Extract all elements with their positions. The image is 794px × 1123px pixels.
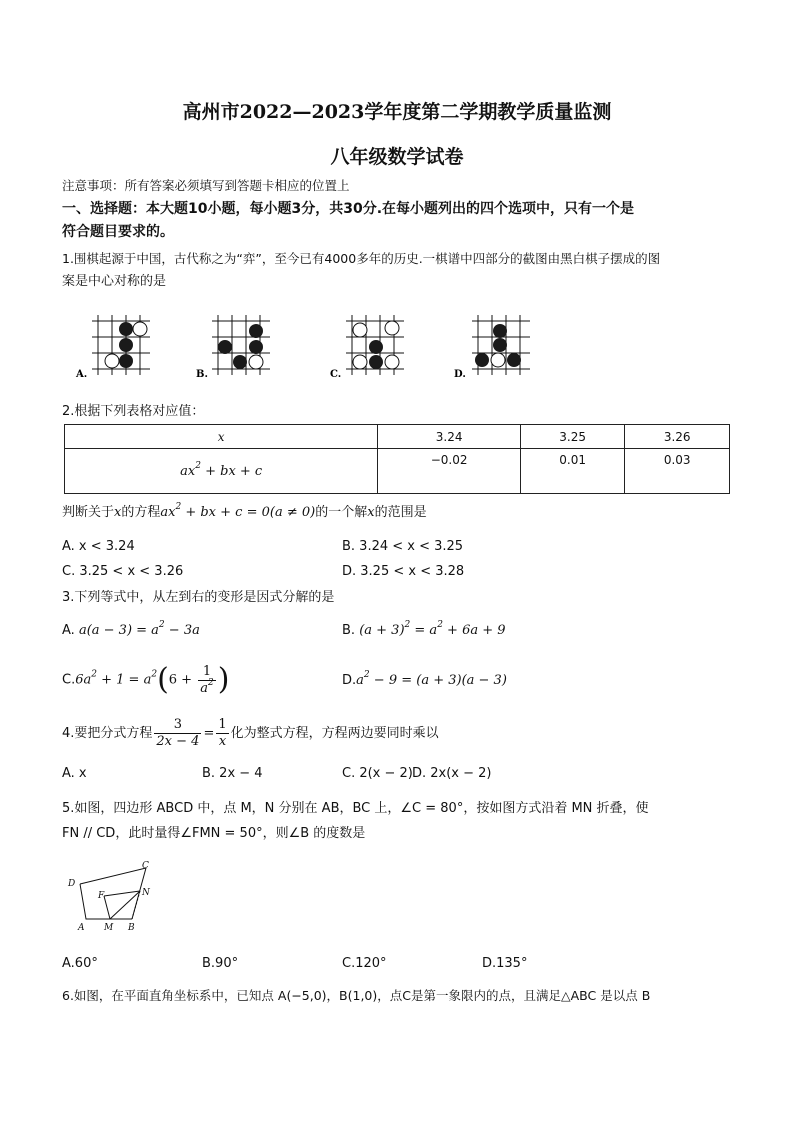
q1-label-a: A. (76, 369, 88, 380)
q2-value-table (64, 424, 730, 494)
table-cell: 3.25 (520, 425, 625, 449)
q1-go-boards (60, 305, 600, 385)
black-stone (119, 338, 133, 352)
black-stone (249, 340, 263, 354)
table-cell: 3.24 (378, 425, 521, 449)
q5-stem-line2: FN // CD，此时量得∠FMN = 50°，则∠B 的度数是 (62, 826, 366, 841)
q2-judge-line: 判断关于x的方程$ax^2$ + bx + c = 0(a ≠ 0)的一个解x的范围是 (62, 502, 427, 520)
table-cell: −0.02 (378, 449, 521, 494)
table-row (65, 449, 730, 494)
exam-title: 高州市2022—2023学年度第二学期教学质量监测 (182, 101, 612, 123)
white-stone (385, 355, 399, 369)
black-stone (369, 340, 383, 354)
black-stone (369, 355, 383, 369)
section1-heading-line2: 符合题目要求的。 (62, 224, 174, 240)
table-row-label: $ax^2$ + bx + c (65, 449, 378, 494)
q1-label-c: C. (330, 369, 342, 380)
black-stone (475, 353, 489, 367)
q1-stem-line2: 案是中心对称的是 (62, 274, 167, 289)
q4-option-d: D. 2x(x − 2) (412, 766, 492, 781)
black-stone (119, 354, 133, 368)
label-a: A (78, 923, 85, 933)
label-c: C (142, 861, 149, 871)
black-stone (507, 353, 521, 367)
q3-stem: 3.下列等式中，从左到右的变形是因式分解的是 (62, 590, 335, 605)
table-cell: x (65, 425, 378, 449)
section1-heading-line1: 一、选择题：本大题10小题，每小题3分，共30分.在每小题列出的四个选项中，只有一个是 (62, 201, 635, 217)
table-cell: 3.26 (625, 425, 730, 449)
q4-stem: 4.要把分式方程 $\frac{3}{2x - 4}$ = $\frac{1}{x}$ 化为整式方程，方程两边要同时乘以 (62, 717, 439, 749)
go-board-b (212, 315, 270, 375)
table-header-row (65, 425, 730, 449)
white-stone (385, 321, 399, 335)
q3-option-a: A. $a(a - 3) = a^2 - 3a$ (62, 620, 200, 638)
q1-label-d: D. (454, 369, 466, 380)
black-stone (249, 324, 263, 338)
q5-option-b: B.90° (202, 956, 239, 971)
q4-option-c: C. 2(x − 2) (342, 766, 413, 781)
q3-option-b: B. $(a + 3)^2 = a^2 + 6a + 9$ (342, 620, 506, 638)
q2-option-d: D. 3.25 < x < 3.28 (342, 564, 465, 579)
q3-option-c: $C.6a^2 + 1 = a^2(6$ + $\frac{1}{a^2}$ ) (62, 662, 230, 697)
q4-option-b: B. 2x − 4 (202, 766, 263, 781)
black-stone (233, 355, 247, 369)
label-d: D (68, 879, 76, 889)
q2-option-a: A. x < 3.24 (62, 539, 135, 554)
exam-subtitle: 八年级数学试卷 (330, 146, 464, 168)
white-stone (249, 355, 263, 369)
white-stone (133, 322, 147, 336)
table-cell: 0.01 (520, 449, 625, 494)
notice-text: 注意事项：所有答案必须填写到答题卡相应的位置上 (62, 178, 350, 193)
q6-stem-line1: 6.如图，在平面直角坐标系中，已知点 A(−5,0)，B(1,0)，点C是第一象限内的点，且满足△ABC 是以点 B (62, 988, 651, 1003)
go-board-c (346, 315, 404, 375)
q1-stem-line1: 1.围棋起源于中国，古代称之为“弈”，至今已有4000多年的历史.一棋谱中四部分的截图由黑白棋子摆成的图 (62, 251, 661, 266)
q5-option-c: C.120° (342, 956, 387, 971)
go-board-d (472, 315, 530, 375)
q4-option-a: A. x (62, 766, 87, 781)
q5-option-a: A.60° (62, 956, 98, 971)
label-f: F (98, 891, 105, 901)
go-board-a (92, 315, 150, 375)
q5-stem-line1: 5.如图，四边形 ABCD 中，点 M，N 分别在 AB，BC 上，∠C = 80°，按如图方式沿着 MN 折叠，使 (62, 801, 649, 816)
black-stone (218, 340, 232, 354)
q2-stem: 2.根据下列表格对应值： (62, 404, 205, 419)
label-m: M (104, 923, 114, 933)
q1-label-b: B. (196, 369, 208, 380)
q5-quadrilateral-figure (62, 858, 162, 934)
label-n: N (142, 888, 150, 898)
table-cell: 0.03 (625, 449, 730, 494)
black-stone (493, 338, 507, 352)
white-stone (491, 353, 505, 367)
label-b: B (128, 923, 135, 933)
q5-option-d: D.135° (482, 956, 528, 971)
black-stone (119, 322, 133, 336)
white-stone (105, 354, 119, 368)
q2-option-b: B. 3.24 < x < 3.25 (342, 539, 464, 554)
black-stone (493, 324, 507, 338)
white-stone (353, 323, 367, 337)
white-stone (353, 355, 367, 369)
q3-option-d: $D.a^2 - 9 = (a + 3)(a - 3)$ (342, 670, 507, 688)
q2-option-c: C. 3.25 < x < 3.26 (62, 564, 184, 579)
